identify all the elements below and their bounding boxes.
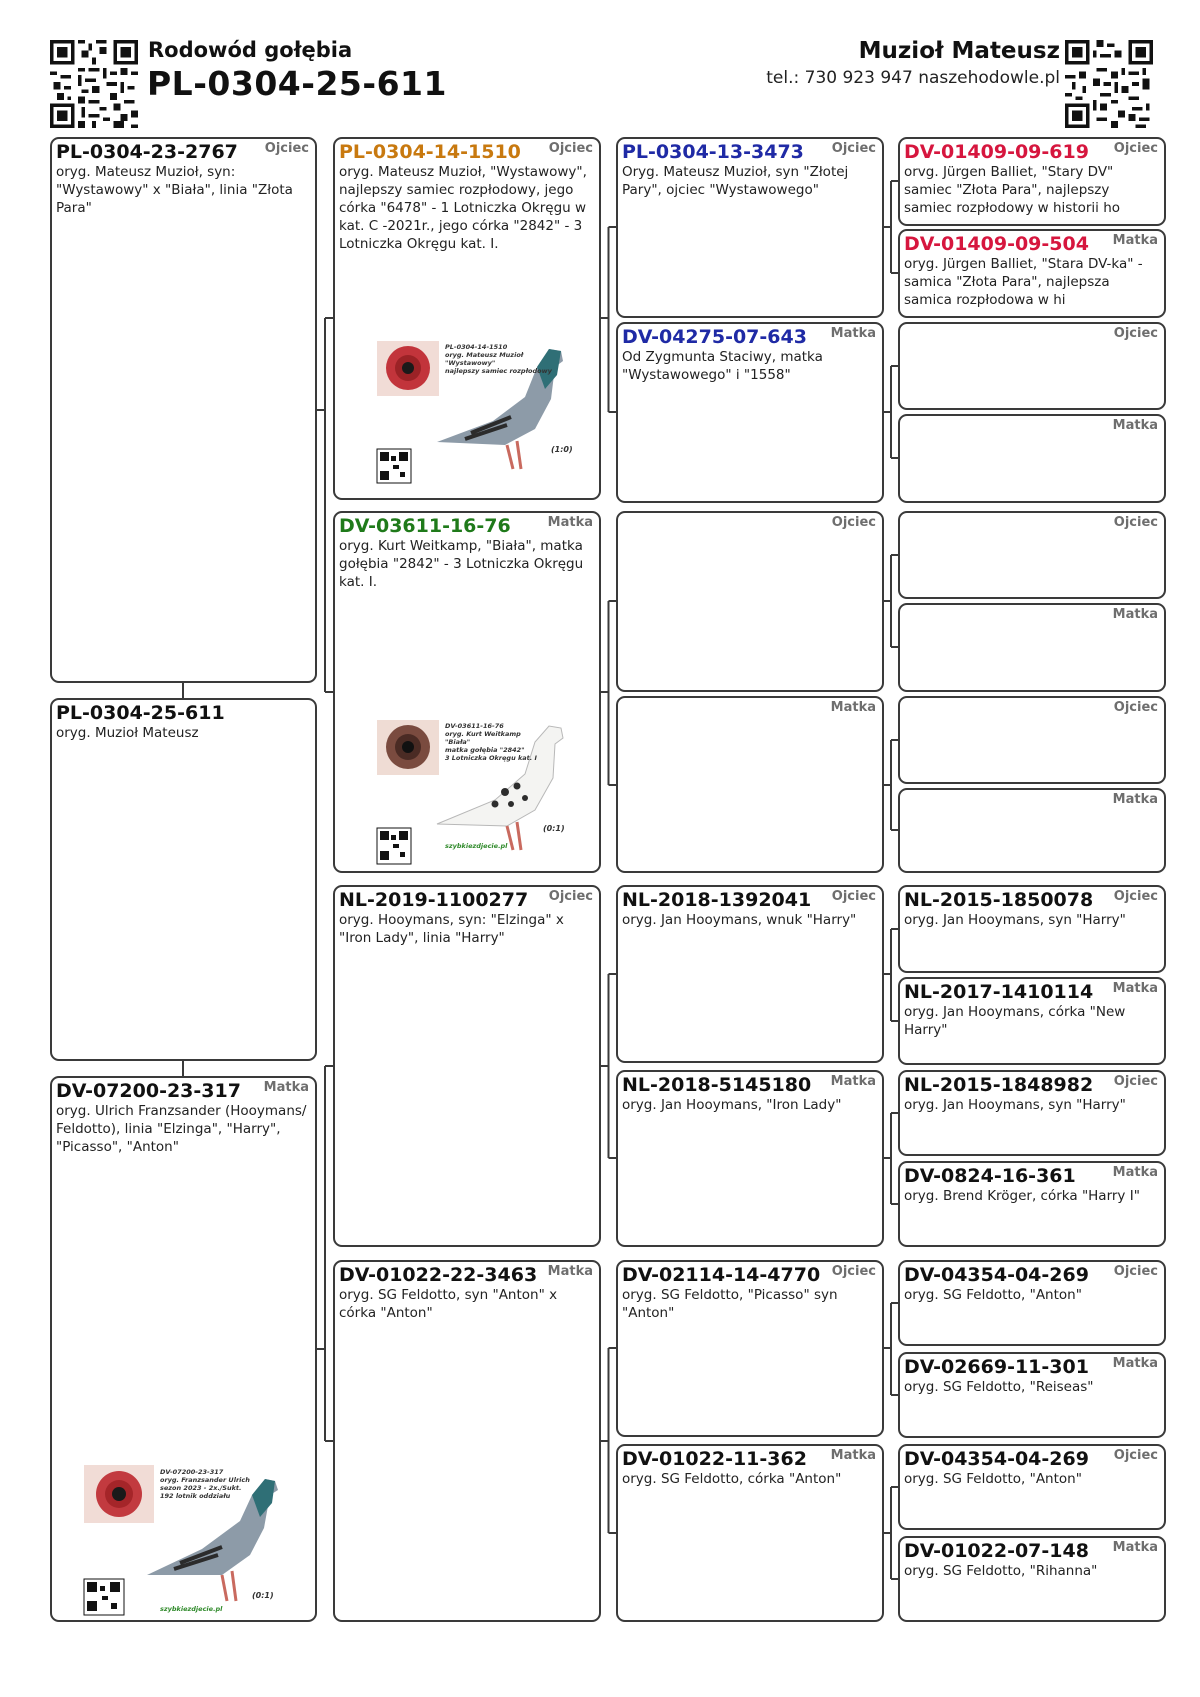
photo-score: (1:0) — [551, 445, 573, 454]
role-label: Matka — [1112, 1356, 1158, 1371]
pigeon-description: oryg. Mateusz Muzioł, syn: "Wystawowy" x "Biała", linia "Złota Para" — [56, 164, 293, 216]
ring-number: DV-03611-16-76 — [339, 515, 511, 537]
pigeon-card-mmmm[interactable] — [898, 1536, 1166, 1622]
role-label: Ojciec — [1113, 889, 1158, 904]
ring-number: DV-07200-23-317 — [56, 1080, 241, 1102]
pigeon-card-mmf[interactable] — [616, 1260, 884, 1437]
pigeon-card-mf[interactable] — [333, 885, 601, 1247]
pigeon-card-mmm[interactable] — [616, 1444, 884, 1622]
pigeon-description: oryg. Jürgen Balliet, "Stara DV-ka" - samica "Złota Para", najlepsza samica rozpłodowa w hi — [904, 256, 1143, 308]
ring-number: PL-0304-25-611 — [56, 702, 225, 724]
role-label: Matka — [830, 1448, 876, 1463]
pigeon-card-mmff[interactable] — [898, 1260, 1166, 1346]
pigeon-description: oryg. Kurt Weitkamp, "Biała", matka gołębia "2842" - 3 Lotniczka Okręgu kat. I. — [339, 538, 584, 590]
pigeon-description: oryg. Brend Kröger, córka "Harry I" — [904, 1188, 1140, 1204]
ring-number: DV-0824-16-361 — [904, 1165, 1076, 1187]
role-label: Matka — [1112, 1165, 1158, 1180]
role-label: Matka — [1112, 418, 1158, 433]
role-label: Ojciec — [548, 889, 593, 904]
pigeon-photo-mother — [82, 1463, 282, 1618]
pigeon-card-mother[interactable] — [50, 1076, 317, 1622]
role-label: Ojciec — [831, 889, 876, 904]
pigeon-description: oryg. SG Feldotto, syn "Anton" x córka "Anton" — [339, 1287, 558, 1321]
pigeon-description: oryg. Jan Hooymans, córka "New Harry" — [904, 1004, 1126, 1038]
qr-code-left — [50, 40, 138, 128]
pigeon-card-ffmm[interactable] — [898, 414, 1166, 503]
pedigree-subtitle: Rodowód gołębia — [148, 38, 353, 62]
pigeon-card-ffm[interactable] — [616, 322, 884, 503]
pigeon-description: oryg. SG Feldotto, "Anton" — [904, 1471, 1082, 1487]
pigeon-description: oryg. Ulrich Franzsander (Hooymans/ Feldotto), linia "Elzinga", "Harry", "Picasso", "Anton" — [56, 1103, 307, 1155]
pigeon-card-mfm[interactable] — [616, 1070, 884, 1247]
ring-number: DV-04275-07-643 — [622, 326, 807, 348]
pigeon-description: oryg. Hooymans, syn: "Elzinga" x "Iron Lady", linia "Harry" — [339, 912, 564, 946]
pigeon-description: Oryg. Mateusz Muzioł, syn "Złotej Pary", ojciec "Wystawowego" — [622, 164, 849, 198]
qr-code-right — [1065, 40, 1153, 128]
ring-number: DV-01022-11-362 — [622, 1448, 807, 1470]
pigeon-photo-ff — [375, 337, 575, 487]
pigeon-card-ffff[interactable] — [898, 137, 1166, 226]
pigeon-card-fmmf[interactable] — [898, 696, 1166, 784]
ring-number: DV-04354-04-269 — [904, 1264, 1089, 1286]
pigeon-card-fffm[interactable] — [898, 229, 1166, 318]
pigeon-card-main[interactable] — [50, 698, 317, 1061]
pigeon-description: oryg. SG Feldotto, "Anton" — [904, 1287, 1082, 1303]
pigeon-card-father[interactable] — [50, 137, 317, 683]
pigeon-description: Od Zygmunta Staciwy, matka "Wystawowego" i "1558" — [622, 349, 823, 383]
pigeon-card-mmfm[interactable] — [898, 1352, 1166, 1438]
role-label: Matka — [547, 1264, 593, 1279]
role-label: Matka — [1112, 792, 1158, 807]
pigeon-card-ff[interactable] — [333, 137, 601, 500]
pigeon-card-fmf[interactable] — [616, 511, 884, 692]
role-label: Matka — [1112, 1540, 1158, 1555]
pigeon-photo-fm — [375, 718, 575, 868]
ring-number: DV-01409-09-504 — [904, 233, 1089, 255]
pigeon-card-mmmf[interactable] — [898, 1444, 1166, 1530]
pigeon-card-mfmf[interactable] — [898, 1070, 1166, 1156]
pigeon-description: oryg. SG Feldotto, córka "Anton" — [622, 1471, 842, 1487]
ring-number: DV-04354-04-269 — [904, 1448, 1089, 1470]
photo-caption: DV-07200-23-317 oryg. Franzsander Ulrich sezon 2023 - 2x./Sukt. 192 lotnik oddziału — [160, 1468, 250, 1500]
ring-number: PL-0304-13-3473 — [622, 141, 804, 163]
ring-number: PL-0304-23-2767 — [56, 141, 238, 163]
pigeon-card-mfff[interactable] — [898, 885, 1166, 973]
role-label: Ojciec — [1113, 326, 1158, 341]
ring-number: DV-02114-14-4770 — [622, 1264, 821, 1286]
role-label: Matka — [830, 1074, 876, 1089]
ring-number: DV-02669-11-301 — [904, 1356, 1089, 1378]
pigeon-description: oryg. Jan Hooymans, wnuk "Harry" — [622, 912, 857, 928]
pigeon-description: orvg. Jürgen Balliet, "Stary DV" samiec "Złota Para", najlepszy samiec rozpłodowy w historii ho — [904, 164, 1121, 216]
pigeon-card-mff[interactable] — [616, 885, 884, 1063]
role-label: Matka — [263, 1080, 309, 1095]
role-label: Matka — [1112, 607, 1158, 622]
pigeon-card-mfmm[interactable] — [898, 1161, 1166, 1247]
role-label: Matka — [830, 700, 876, 715]
ring-number: DV-01022-22-3463 — [339, 1264, 538, 1286]
role-label: Matka — [1112, 981, 1158, 996]
pigeon-description: oryg. Jan Hooymans, syn "Harry" — [904, 1097, 1126, 1113]
ring-number: NL-2018-5145180 — [622, 1074, 812, 1096]
role-label: Ojciec — [831, 141, 876, 156]
pigeon-description: oryg. SG Feldotto, "Picasso" syn "Anton" — [622, 1287, 838, 1321]
pigeon-description: oryg. SG Feldotto, "Rihanna" — [904, 1563, 1098, 1579]
role-label: Ojciec — [1113, 515, 1158, 530]
ring-number: NL-2017-1410114 — [904, 981, 1094, 1003]
photo-brand: szybkiezdjecie.pl — [445, 842, 508, 850]
role-label: Ojciec — [831, 1264, 876, 1279]
ring-number: DV-01409-09-619 — [904, 141, 1089, 163]
role-label: Ojciec — [1113, 1074, 1158, 1089]
pigeon-card-mm[interactable] — [333, 1260, 601, 1622]
pigeon-card-mffm[interactable] — [898, 977, 1166, 1065]
pigeon-card-fff[interactable] — [616, 137, 884, 318]
role-label: Ojciec — [831, 515, 876, 530]
ring-number: NL-2019-1100277 — [339, 889, 529, 911]
owner-contact: tel.: 730 923 947 naszehodowle.pl — [766, 68, 1060, 88]
ring-number: NL-2018-1392041 — [622, 889, 812, 911]
pedigree-title-ring: PL-0304-25-611 — [147, 64, 447, 103]
pigeon-card-fm[interactable] — [333, 511, 601, 873]
ring-number: NL-2015-1848982 — [904, 1074, 1094, 1096]
pigeon-description: oryg. Mateusz Muzioł, "Wystawowy", najlepszy samiec rozpłodowy, jego córka "6478" - 1 Lotniczka Okręgu w kat. C -2021r., jego córka "2842" - 3 Lotniczka Okręgu kat. I. — [339, 164, 587, 252]
owner-name: Muzioł Mateusz — [858, 38, 1060, 64]
photo-brand: szybkiezdjecie.pl — [160, 1605, 223, 1613]
pigeon-card-fmff[interactable] — [898, 511, 1166, 599]
pigeon-card-fmmm[interactable] — [898, 788, 1166, 873]
role-label: Matka — [1112, 233, 1158, 248]
ring-number: PL-0304-14-1510 — [339, 141, 521, 163]
photo-score: (0:1) — [252, 1591, 274, 1600]
ring-number: DV-01022-07-148 — [904, 1540, 1089, 1562]
role-label: Ojciec — [1113, 700, 1158, 715]
pigeon-description: oryg. Jan Hooymans, syn "Harry" — [904, 912, 1126, 928]
role-label: Matka — [830, 326, 876, 341]
photo-caption: DV-03611-16-76 oryg. Kurt Weitkamp "Biała" matka gołębia "2842" 3 Lotniczka Okręgu kat. I — [445, 722, 537, 762]
role-label: Ojciec — [264, 141, 309, 156]
pigeon-description: oryg. Jan Hooymans, "Iron Lady" — [622, 1097, 842, 1113]
pigeon-card-fmfm[interactable] — [898, 603, 1166, 692]
role-label: Ojciec — [548, 141, 593, 156]
ring-number: NL-2015-1850078 — [904, 889, 1094, 911]
pigeon-description: oryg. Muzioł Mateusz — [56, 725, 199, 741]
pigeon-description: oryg. SG Feldotto, "Reiseas" — [904, 1379, 1094, 1395]
role-label: Ojciec — [1113, 1448, 1158, 1463]
role-label: Ojciec — [1113, 1264, 1158, 1279]
pigeon-card-ffmf[interactable] — [898, 322, 1166, 410]
pigeon-card-fmm[interactable] — [616, 696, 884, 873]
photo-score: (0:1) — [543, 824, 565, 833]
role-label: Ojciec — [1113, 141, 1158, 156]
photo-caption: PL-0304-14-1510 oryg. Mateusz Muzioł "Wystawowy" najlepszy samiec rozpłodowy — [445, 343, 552, 375]
role-label: Matka — [547, 515, 593, 530]
